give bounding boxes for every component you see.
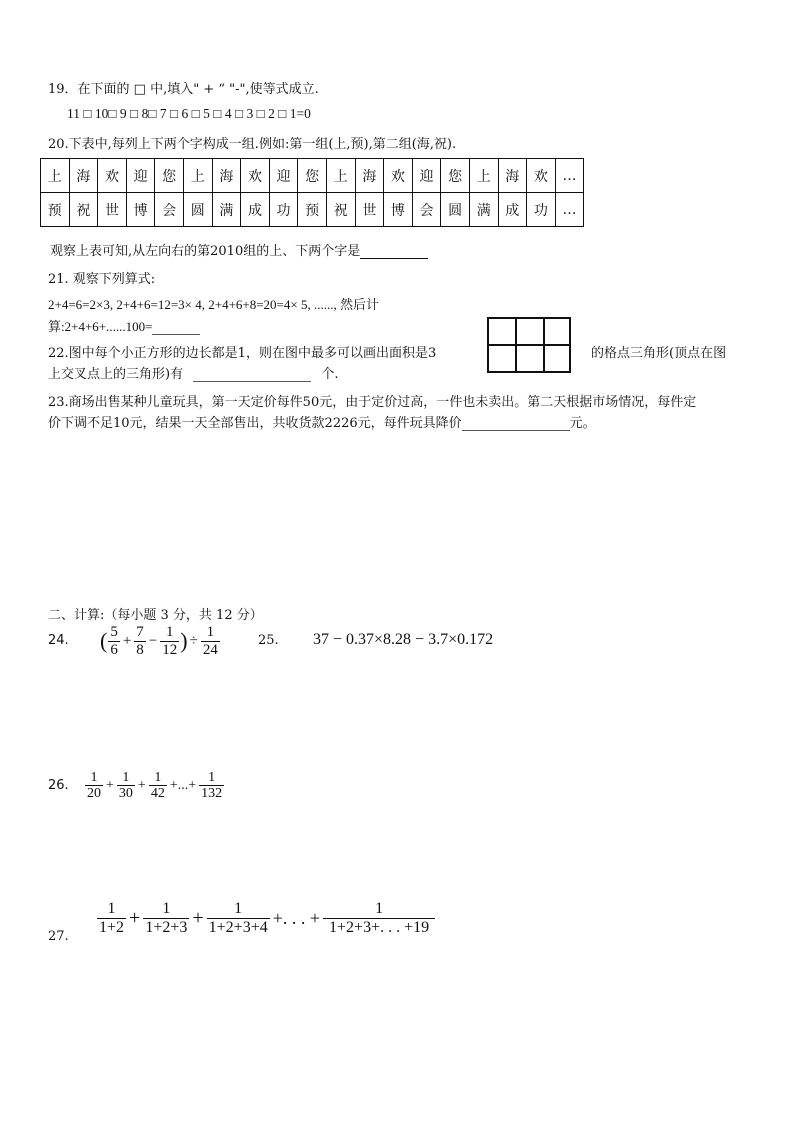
minus-sign: − — [148, 632, 158, 649]
table-cell: 圆 — [183, 193, 212, 227]
table-cell: 会 — [412, 193, 441, 227]
q24-expression — [100, 624, 221, 658]
q27-label: 27. — [48, 929, 69, 944]
table-cell: 预 — [298, 193, 327, 227]
open-paren: ( — [100, 628, 108, 653]
table-cell: 海 — [212, 159, 241, 193]
table-cell: 预 — [41, 193, 70, 227]
ellipsis-sum: +...+ — [169, 777, 197, 793]
fraction: $\frac{5}{6}$ — [110, 624, 118, 658]
plus-sign: + — [129, 906, 141, 929]
plus-sign: + — [122, 632, 132, 649]
fraction: $\frac{1}{42}$ — [150, 770, 165, 802]
answer-blank-q21[interactable] — [152, 322, 200, 335]
fraction: $\frac{1}{1+2+3}$ — [145, 900, 188, 936]
fraction: $\frac{1}{30}$ — [118, 770, 133, 802]
close-paren: ) — [180, 628, 188, 653]
q23-line2 — [48, 412, 596, 431]
ellipsis-sum: +. . . + — [272, 907, 321, 928]
q23-line2-left: 价下调不足10元，结果一天全部售出，共收货款2226元，每件玩具降价 — [48, 416, 462, 431]
q22-line2-right: 个. — [321, 367, 339, 382]
q25-label: 25. — [258, 633, 279, 648]
table-cell: 海 — [355, 159, 384, 193]
q22-line1-right: 的格点三角形(顶点在图 — [591, 346, 727, 361]
table-cell: 博 — [126, 193, 155, 227]
q21-line2-text: 算:2+4+6+......100= — [48, 319, 153, 334]
lattice-grid-figure — [487, 317, 571, 373]
q21-title: 21. 观察下列算式: — [48, 272, 156, 287]
table-cell: 欢 — [98, 159, 127, 193]
table-cell: 世 — [98, 193, 127, 227]
table-cell: 满 — [469, 193, 498, 227]
answer-blank-q23[interactable] — [462, 418, 570, 431]
table-cell: 海 — [69, 159, 98, 193]
table-cell: 博 — [384, 193, 413, 227]
q22-line2 — [48, 363, 339, 382]
table-cell: … — [555, 193, 584, 227]
table-cell: 会 — [155, 193, 184, 227]
table-cell: 圆 — [441, 193, 470, 227]
table-cell: 上 — [469, 159, 498, 193]
table-cell: 上 — [183, 159, 212, 193]
table-cell: 迎 — [269, 159, 298, 193]
table-cell: 祝 — [69, 193, 98, 227]
table-cell: 欢 — [527, 159, 556, 193]
table-cell: 您 — [298, 159, 327, 193]
plus-sign: + — [106, 777, 114, 793]
plus-sign: + — [137, 777, 146, 793]
fraction: $\frac{1}{1+2}$ — [99, 900, 125, 936]
q22-line2-left: 上交叉点上的三角形)有 — [48, 367, 184, 382]
table-row-bottom — [41, 193, 584, 227]
q21-line1: 2+4=6=2×3, 2+4+6=12=3× 4, 2+4+6+8=20=4× 5, ......, 然后计 — [48, 297, 379, 312]
q25-expression: 37 − 0.37×8.28 − 3.7×0.172 — [313, 631, 494, 648]
q22-line1-left: 22.图中每个小正方形的边长都是1，则在图中最多可以画出面积是3 — [48, 346, 437, 361]
fraction: $\frac{1}{24}$ — [202, 624, 218, 658]
q26-expression — [84, 770, 225, 802]
fraction: $\frac{1}{132}$ — [201, 770, 223, 802]
table-cell: 迎 — [126, 159, 155, 193]
table-cell: 迎 — [412, 159, 441, 193]
fraction: $\frac{1}{1+2+3+4}$ — [208, 900, 268, 936]
table-cell: 上 — [41, 159, 70, 193]
divide-sign: ÷ — [189, 632, 198, 649]
table-cell: 欢 — [241, 159, 270, 193]
table-cell: 上 — [326, 159, 355, 193]
table-cell: 成 — [241, 193, 270, 227]
section-heading: 二、计算:（每小题 3 分，共 12 分） — [48, 608, 263, 623]
fraction: $\frac{1}{1+2+3+. . . +19}$ — [323, 900, 435, 936]
q23-line1: 23.商场出售某种儿童玩具，第一天定价每件50元，由于定价过高，一件也未卖出。第二天根据市场情况，每件定 — [48, 395, 697, 410]
table-cell: 满 — [212, 193, 241, 227]
table-cell: 祝 — [326, 193, 355, 227]
q19-text: 19．在下面的 □ 中,填入" + “ "-",使等式成立. — [48, 82, 319, 97]
q20-question-text: 观察上表可知,从左向右的第2010组的上、下两个字是 — [50, 244, 361, 259]
answer-blank-q22[interactable] — [193, 369, 311, 382]
grid-line — [489, 344, 569, 346]
answer-blank-q20[interactable] — [360, 244, 428, 259]
q26-label: 26. — [48, 778, 69, 793]
q23-line2-right: 元。 — [569, 416, 596, 431]
q19-equation: 11 □ 10□ 9 □ 8□ 7 □ 6 □ 5 □ 4 □ 3 □ 2 □ 1=0 — [67, 106, 311, 121]
table-cell: 您 — [155, 159, 184, 193]
fraction: $\frac{1}{20}$ — [87, 770, 101, 802]
q21-line2 — [48, 316, 200, 335]
table-cell: 世 — [355, 193, 384, 227]
q20-question — [50, 240, 428, 259]
q27-expression — [96, 900, 436, 936]
fraction: $\frac{7}{8}$ — [136, 624, 144, 658]
table-cell: 海 — [498, 159, 527, 193]
table-cell: 欢 — [384, 159, 413, 193]
fraction: $\frac{1}{12}$ — [162, 624, 178, 658]
table-cell: 功 — [527, 193, 556, 227]
table-cell: … — [555, 159, 584, 193]
table-cell: 功 — [269, 193, 298, 227]
character-table — [40, 158, 584, 227]
table-cell: 成 — [498, 193, 527, 227]
q24-label: 24. — [48, 633, 69, 648]
q20-text: 20.下表中,每列上下两个字构成一组.例如:第一组(上,预),第二组(海,祝). — [48, 137, 457, 152]
plus-sign: + — [192, 906, 204, 929]
table-cell: 您 — [441, 159, 470, 193]
table-row-top — [41, 159, 584, 193]
